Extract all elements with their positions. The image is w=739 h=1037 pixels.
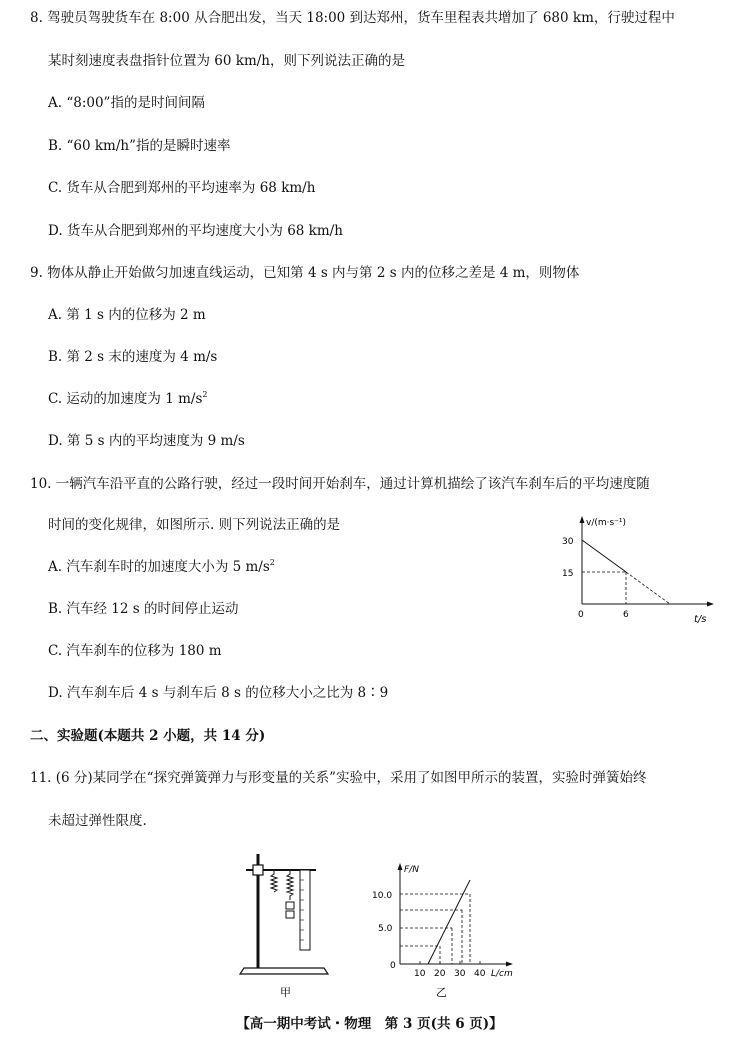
q11-stem-line1: 11. (6 分)某同学在“探究弹簧弹力与形变量的关系”实验中，采用了如图甲所示的装置，实验时弹簧始终 xyxy=(30,770,647,786)
q8-option-c: C. 货车从合肥到郑州的平均速率为 68 km/h xyxy=(48,180,316,196)
fig-a-caption: 甲 xyxy=(280,986,291,999)
q11-x-tick-20: 20 xyxy=(434,969,446,979)
q11-apparatus-figure xyxy=(236,850,336,1000)
q10-y-label: v/(m·s⁻¹) xyxy=(586,518,627,528)
q10-x-tick-6: 6 xyxy=(623,610,629,620)
q10-option-a xyxy=(48,557,275,577)
fig-b-caption: 乙 xyxy=(436,986,447,998)
q9-option-c-exponent: 2 xyxy=(202,390,208,399)
q10-option-b: B. 汽车经 12 s 的时间停止运动 xyxy=(48,601,239,617)
weight-2 xyxy=(286,911,294,918)
page-footer: 【高一期中考试・物理 第 3 页(共 6 页)】 xyxy=(236,1016,503,1032)
q10-velocity-extension xyxy=(626,572,670,604)
q10-x-label: t/s xyxy=(694,614,707,625)
q11-x-tick-30: 30 xyxy=(454,969,466,979)
q10-velocity-graph xyxy=(560,512,720,628)
q11-origin-label: 0 xyxy=(390,961,396,971)
q8-option-d: D. 货车从合肥到郑州的平均速度大小为 68 km/h xyxy=(48,223,343,239)
q11-x-tick-10: 10 xyxy=(414,969,426,979)
q8-stem-line1: 8. 驾驶员驾驶货车在 8:00 从合肥出发，当天 18:00 到达郑州，货车里程表共增加了 680 km，行驶过程中 xyxy=(30,10,675,26)
weight-1 xyxy=(286,902,294,909)
section2-heading: 二、实验题(本题共 2 小题，共 14 分) xyxy=(30,728,266,744)
stand-base xyxy=(240,968,328,974)
q10-x-arrow xyxy=(707,602,714,607)
q8-stem-line2: 某时刻速度表盘指针位置为 60 km/h，则下列说法正确的是 xyxy=(48,53,405,69)
q10-y-arrow xyxy=(580,516,585,523)
q10-y-tick-15: 15 xyxy=(562,569,574,579)
q11-x-arrow xyxy=(506,962,513,967)
q11-y-arrow xyxy=(398,863,403,870)
q11-force-line xyxy=(428,880,470,964)
spring-loaded xyxy=(287,870,293,900)
q8-option-b: B. “60 km/h”指的是瞬时速率 xyxy=(48,138,231,154)
q9-option-b: B. 第 2 s 末的速度为 4 m/s xyxy=(48,349,218,365)
q11-x-label: L/cm xyxy=(491,969,513,979)
q9-stem: 9. 物体从静止开始做匀加速直线运动，已知第 4 s 内与第 2 s 内的位移之差是 4 m，则物体 xyxy=(30,265,580,281)
q11-stem-line2: 未超过弹性限度. xyxy=(48,813,147,829)
q10-stem-line1: 10. 一辆汽车沿平直的公路行驶，经过一段时间开始刹车，通过计算机描绘了该汽车刹车后的平均速度随 xyxy=(30,476,650,492)
q10-velocity-line xyxy=(582,540,626,572)
spring-unloaded xyxy=(271,870,277,892)
q10-option-c: C. 汽车刹车的位移为 180 m xyxy=(48,643,222,659)
stand-clamp xyxy=(253,865,263,875)
q11-y-label: F/N xyxy=(404,865,419,875)
q10-option-d: D. 汽车刹车后 4 s 与刹车后 8 s 的位移大小之比为 8∶9 xyxy=(48,685,389,701)
q10-option-a-exponent: 2 xyxy=(269,558,275,567)
q10-y-tick-30: 30 xyxy=(562,537,574,547)
q10-origin-label: 0 xyxy=(578,610,584,620)
q8-option-a: A. “8:00”指的是时间间隔 xyxy=(48,95,205,111)
q11-y-tick-5: 5.0 xyxy=(378,924,393,934)
q9-option-a: A. 第 1 s 内的位移为 2 m xyxy=(48,307,206,323)
q9-option-d: D. 第 5 s 内的平均速度为 9 m/s xyxy=(48,433,245,449)
q10-option-a-text: A. 汽车刹车时的加速度大小为 5 m/s xyxy=(48,559,270,575)
q9-option-c-text: C. 运动的加速度为 1 m/s xyxy=(48,391,203,407)
q10-stem-line2: 时间的变化规律，如图所示. 则下列说法正确的是 xyxy=(48,517,341,533)
q11-force-length-graph xyxy=(358,858,528,998)
q9-option-c xyxy=(48,389,207,409)
q11-x-tick-40: 40 xyxy=(474,969,486,979)
q11-y-tick-10: 10.0 xyxy=(372,891,393,901)
